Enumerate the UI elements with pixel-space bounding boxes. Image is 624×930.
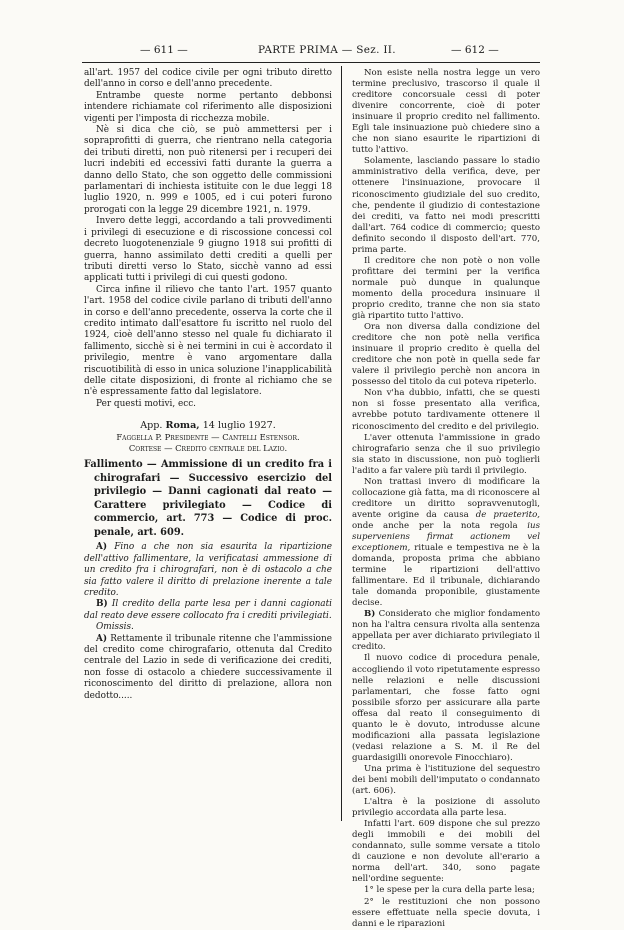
page-number-right: — 612 —: [451, 44, 499, 56]
court-parties: Cortese — Credito centrale del Lazio.: [128, 443, 288, 453]
maxim-b-label: B): [96, 599, 108, 610]
left-column: [84, 68, 332, 702]
court-citation: [84, 420, 332, 431]
decision-b: [352, 609, 540, 653]
court-date: 14 luglio 1927.: [202, 420, 276, 432]
right-column: [352, 68, 540, 930]
page-number-left: — 611 —: [140, 44, 188, 56]
paragraph: Ora non diversa dalla condizione del creditore che non potè nella verifica insinuare il proprio credito è quella del creditore che non potè in quella sede far valere il privilegio perchè non ancora in possesso del titolo da cui poteva ripeterlo.: [352, 322, 540, 388]
paragraph: 2° le restituzioni che non possono essere effettuate nella specie dovuta, i danni e le riparazioni: [352, 896, 540, 929]
running-header: PARTE PRIMA — Sez. II.: [258, 44, 396, 56]
maxim-b-text: Il credito della parte lesa per i danni cagionati dal reato deve essere collocato fra i crediti privilegiati.: [84, 599, 332, 621]
paragraph: Non v'ha dubbio, infatti, che se questi non si fosse presentato alla verifica, avrebbe potuto tardivamente ottenere il riconoscimento del credito e del privilegio.: [352, 388, 540, 432]
paragraph: [352, 477, 540, 610]
header-rule: [82, 62, 540, 63]
decision-b-label: B): [364, 609, 376, 620]
paragraph: Solamente, lasciando passare lo stadio amministrativo della verifica, deve, per ottenere l'insinuazione, provocare il riconoscimento giudiziale del suo credito, che, pendente il giudizio di contestazione dei crediti, va fatto nei modi prescritti dall'art. 764 codice di commercio; questo definito secondo il disposto dell'art. 770, prima parte.: [352, 156, 540, 255]
paragraph: Entrambe queste norme pertanto debbonsi intendere richiamate col riferimento alle disposizioni vigenti per l'imposta di ricchezza mobile.: [84, 90, 332, 124]
court-judges: Faggella P. Presidente — Cantelli Estensor.: [116, 431, 300, 442]
maxim-a-label: A): [96, 542, 108, 553]
text-run: Non trattasi invero di modificare la collocazione già fatta, ma di riconoscere al creditore un diritto sopravvenutogli, avente origine da causa: [352, 476, 540, 520]
column-divider: [341, 66, 342, 821]
maxim-a-text: Fino a che non sia esaurita la ripartizione dell'attivo fallimentare, la verificatasi ammessione di un credito fra i chirografari, non è di ostacolo a che sia fatto valere il diritto di prelazione inerente a tale credito.: [84, 542, 332, 599]
maxim-a: [84, 542, 332, 599]
latin-phrase: de praeterito,: [475, 509, 540, 520]
headnote: Fallimento — Ammissione di un credito fra i chirografari — Successivo esercizio del privilegio — Danni cagionati dal reato — Carattere privilegiato — Codice di commercio, art. 773 — Codice di proc. penale, art. 609.: [84, 459, 332, 538]
court-city: Roma,: [165, 420, 200, 432]
decision-a-text: Rettamente il tribunale ritenne che l'ammissione del credito come chirografario, ottenuta dal Credito centrale del Lazio in sede di verificazione dei crediti, non fosse di ostacolo a chiedere successivamente il riconoscimento del diritto di prelazione, allora non dedotto.....: [84, 633, 332, 701]
decision-b-text: Considerato che miglior fondamento non ha l'altra censura rivolta alla sentenza appellata per aver dichiarato privilegiato il credito.: [352, 609, 540, 653]
omissis: Omissis.: [96, 622, 134, 633]
maxim-b: [84, 599, 332, 622]
paragraph: 1° le spese per la cura della parte lesa;: [364, 885, 535, 896]
paragraph: Per questi motivi, ecc.: [96, 398, 196, 409]
paragraph: L'aver ottenuta l'ammissione in grado chirografario senza che il suo privilegio sia stato in discussione, non può toglierli l'adito a far valere più tardi il privilegio.: [352, 432, 540, 476]
paragraph: Infatti l'art. 609 dispone che sul prezzo degli immobili e dei mobili del condannato, sulle somme versate a titolo di cauzione e non devolute all'erario a norma dell'art. 340, sono pagate nell'ordine seguente:: [352, 819, 540, 885]
paragraph: all'art. 1957 del codice civile per ogni tributo diretto dell'anno in corso e dell'anno precedente.: [84, 68, 332, 90]
decision-a: [84, 634, 332, 702]
paragraph: Una prima è l'istituzione del sequestro dei beni mobili dell'imputato o condannato (art. 606).: [352, 763, 540, 797]
paragraph: Invero dette leggi, accordando a tali provvedimenti i privilegi di esecuzione e di riscossione concessi col decreto luogotenenziale 9 giugno 1918 sui profitti di guerra, hanno assimilato detti crediti a quelli per tributi diretti verso lo Stato, sicchè vanno ad essi applicati tutti i privilegi di cui questi godono.: [84, 216, 332, 284]
paragraph: Il nuovo codice di procedura penale, accogliendo il voto ripetutamente espresso nelle relazioni e nelle discussioni parlamentari, che fosse fatto ogni possibile sforzo per assicurare alla parte offesa dal reato il conseguimento di quanto le è dovuto, introdusse alcune modificazioni alla passata legislazione (vedasi relazione a S. M. il Re del guardasigilli onorevole Finocchiaro).: [352, 653, 540, 763]
text-run: onde anche per la nota regola: [352, 520, 518, 531]
decision-a-label: A): [96, 633, 108, 644]
paragraph: Nè si dica che ciò, se può ammettersi per i sopraprofitti di guerra, che rientrano nella categoria dei tributi diretti, non può ritenersi per i recuperi dei lucri indebiti ed eccessivi fatti durante la guerra a danno dello Stato, che son oggetto delle commissioni parlamentari di inchiesta istituite con le due leggi 18 luglio 1920, n. 999 e 1005, ed i cui poteri furono prorogati con la legge 29 dicembre 1921, n. 1979.: [84, 125, 332, 215]
paragraph: Non esiste nella nostra legge un vero termine preclusivo, trascorso il quale il creditore concorsuale cessi di poter divenire concorrente, cioè di poter insinuare il proprio credito nel fallimento. Egli tale insinuazione può chiedere sino a che non siano esaurite le ripartizioni di tutto l'attivo.: [352, 68, 540, 156]
paragraph: L'altra è la posizione di assoluto privilegio accordata alla parte lesa.: [352, 797, 540, 819]
paragraph: Il creditore che non potè o non volle profittare dei termini per la verifica normale può dunque in qualunque momento della procedura insinuare il proprio credito, tranne che non sia stato già ripartito tutto l'attivo.: [352, 255, 540, 322]
paragraph: Circa infine il rilievo che tanto l'art. 1957 quanto l'art. 1958 del codice civile parlano di tributi dell'anno in corso e dell'anno precedente, osserva la corte che il credito intimato dall'esattore fu iscritto nel ruolo del 1924, cioè dell'anno stesso nel quale fu dichiarato il fallimento, sicchè si è nei termini in cui è accordato il privilegio, mentre è vano argomentare dalla riscuotibilità di esso in unica soluzione l'inapplicabilità delle citate disposizioni, di fronte al richiamo che se n'è espressamente fatto dal legislatore.: [84, 284, 332, 398]
text-run: rituale e tempestiva ne è la domanda, proposta prima che abbiano termine le ripartizioni dell'attivo fallimentare. Ed il tribunale, dichiarando tale domanda proponibile, giustamente decise.: [352, 543, 540, 609]
court-prefix: App.: [140, 420, 163, 432]
latin-phrase: ius superveniens firmat actionem vel exceptionem,: [352, 520, 540, 554]
